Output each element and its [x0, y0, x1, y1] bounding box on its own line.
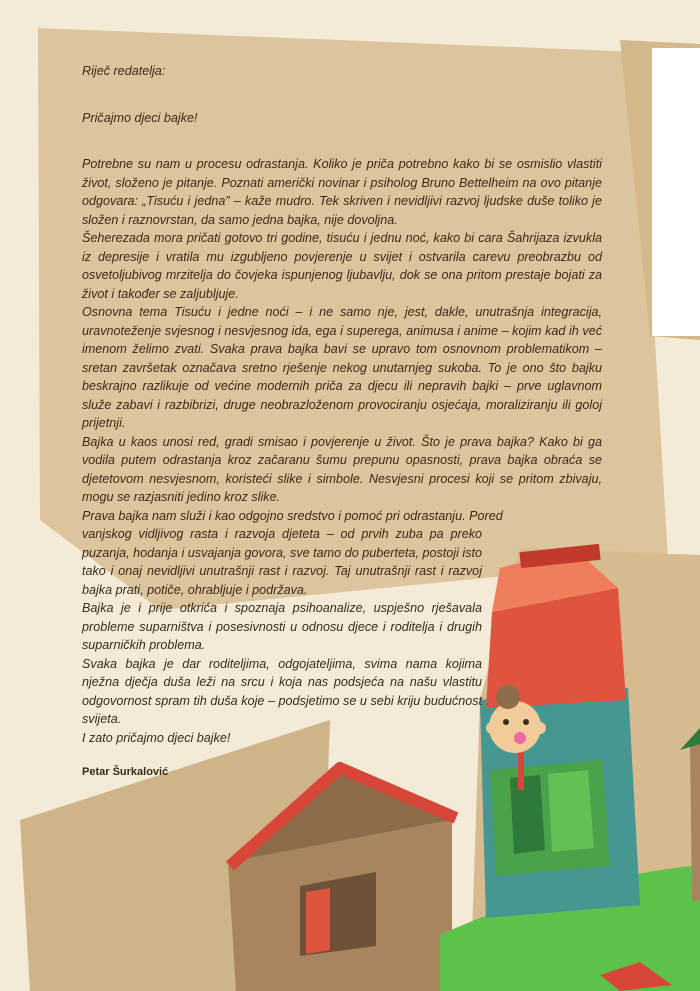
author-signature: Petar Šurkalović: [82, 766, 169, 778]
director-letter: [82, 62, 602, 782]
paragraph-5-rest: vanjskog vidljivog rasta i razvoja djeteta – od prvih zuba pa preko puzanja, hodanja i usvajanja govora, sve tamo do puberteta, postoji isto tako i onaj nevidljivi unutrašnji rast i razvoj. Taj unutrašnji rast i razvoj bajka prati, potiče, ohrabljuje i podržava.: [82, 527, 482, 597]
white-strip: [652, 48, 700, 336]
paragraph-3: Osnovna tema Tisuću i jedne noći – i ne samo nje, jest, dakle, unutrašnja integracija, uravnoteženje svjesnog i nesvjesnog ida, ega i superega, animusa i anime – kojim kad ih već imenom želimo zvati. Svaka prava bajka bavi se upravo tom osnovnom problematikom – sretan završetak označava sretno rješenje nekog unutarnjeg sukoba. To je ono što bajku beskrajno razlikuje od većine modernih priča za djecu ili nepravih bajki – prve uglavnom služe zabavi i razbibrizi, druge neobrazloženom provociranju osjećaja, moraliziranju ili goloj prijetnji.: [82, 305, 602, 430]
letter-subheading: Pričajmo djeci bajke!: [82, 110, 198, 125]
paragraph-1: Potrebne su nam u procesu odrastanja. Koliko je priča potrebno kako bi se osmislio vlastiti život, složeno je pitanje. Poznati američki novinar i psiholog Bruno Bettelheim na ovo pitanje odgovara: „Tisuću i jedna” – kaže mudro. Tek skriven i nevidljivi razvoj ljudske duše toliko je složen i raznovrstan, da samo jedna bajka, nije dovoljna.: [82, 157, 602, 227]
paragraph-4: Bajka u kaos unosi red, gradi smisao i povjerenje u život. Što je prava bajka? Kako bi ga vodila putem odrastanja kroz začaranu šumu prepunu opasnosti, prava bajka obraća se djetetovom nesvjesnom, koristeći slike i simbole. Nesvjesni procesi koji se pritom zbivaju, mogu se razjasniti jedino kroz slike.: [82, 434, 602, 504]
paragraph-6: Bajka je i prije otkrića i spoznaja psihoanalize, uspješno rješavala probleme suparništva i posesivnosti u odnosu djece i roditelja i drugih suparničkih problema.: [82, 601, 482, 652]
paragraph-8: I zato pričajmo djeci bajke!: [82, 730, 231, 745]
paragraph-7: Svaka bajka je dar roditeljima, odgojateljima, svima nama kojima nježna dječja duša leži na srcu i koja nas podsjeća na našu vlastitu odgovornost spram tih duša koje – podsjetimo se u sebi kriju budućnost svijeta.: [82, 656, 482, 726]
paragraph-2: Šeherezada mora pričati gotovo tri godine, tisuću i jednu noć, kako bi cara Šahrijaza izvukla iz depresije i vratila mu izgubljeno povjerenje u svijet i ostvarila carevu preobrazbu od osvetoljubivog mrzitelja do čovjeka ispunjenog ljubavlju, dok se ona pritom prestaje bojati za život i također se zaljubljuje.: [82, 231, 602, 301]
paragraph-5-first-line: Prava bajka nam služi i kao odgojno sredstvo i pomoć pri odrastanju. Pored: [82, 508, 503, 523]
letter-heading: Riječ redatelja:: [82, 64, 166, 78]
